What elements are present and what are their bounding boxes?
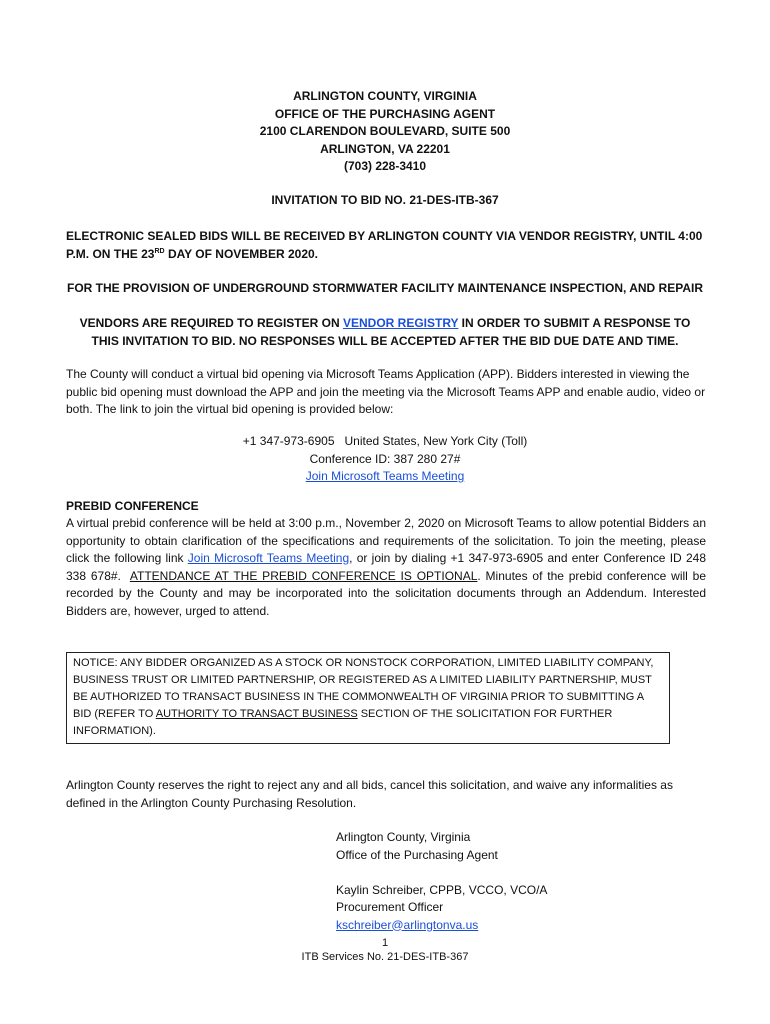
virtual-bid-opening-paragraph: The County will conduct a virtual bid opening via Microsoft Teams Application (APP). Bidders interested in viewing the public bid opening must download the APP and join the meeting via the Microsoft Teams APP and enable audio, video or both. The link to join the virtual bid opening is provided below: (66, 367, 706, 416)
vendor-registry-paragraph (70, 315, 700, 350)
join-teams-meeting-link[interactable]: Join Microsoft Teams Meeting (305, 469, 465, 483)
vendor-text-start: VENDORS ARE REQUIRED TO REGISTER ON (79, 316, 343, 330)
bid-deadline-suffix: RD (154, 247, 165, 255)
page-number: 1 (381, 937, 389, 949)
header-county: ARLINGTON COUNTY, VIRGINIA (293, 89, 477, 103)
conference-phone: +1 347-973-6905 United States, New York City (Toll) (242, 434, 528, 448)
provision-heading: FOR THE PROVISION OF UNDERGROUND STORMWATER FACILITY MAINTENANCE INSPECTION, AND REPAIR (66, 281, 704, 295)
signature-office: Office of the Purchasing Agent (336, 847, 498, 862)
header-office: OFFICE OF THE PURCHASING AGENT (274, 106, 496, 121)
signature-org: Arlington County, Virginia (336, 830, 471, 844)
signature-title: Procurement Officer (336, 900, 444, 914)
vendor-text-end: IN ORDER TO SUBMIT A RESPONSE TO THIS INVITATION TO BID. NO RESPONSES WILL BE ACCEPTED AFTER THE BID DUE DATE AND TIME. (91, 316, 691, 348)
bid-deadline-text-end: DAY OF NOVEMBER 2020. (164, 246, 318, 261)
prebid-paragraph (66, 515, 710, 620)
conference-details (0, 433, 770, 486)
prebid-text-1: A virtual prebid conference will be held at 3:00 p.m., November 2, 2020 on Microsoft Teams to allow potential Bidders an opportunity to obtain clarification of the specifications and requirements of the solicitation. To join the meeting, please click the following link (66, 516, 706, 565)
signature-name: Kaylin Schreiber, CPPB, VCCO, VCO/A (336, 882, 548, 897)
prebid-teams-meeting-link[interactable]: Join Microsoft Teams Meeting (187, 551, 350, 565)
prebid-text-2: , or join by dialing +1 347-973-6905 and enter Conference ID 248 338 678#. (66, 551, 710, 583)
itb-title: INVITATION TO BID NO. 21-DES-ITB-367 (271, 193, 499, 207)
bid-deadline-text: ELECTRONIC SEALED BIDS WILL BE RECEIVED BY ARLINGTON COUNTY VIA VENDOR REGISTRY, UNTIL 4:00 P.M. ON THE 23 (66, 229, 703, 261)
prebid-text-3: . Minutes of the prebid conference will be recorded by the County and may be incorporated into the solicitation documents through an Addendum. Interested Bidders are, however, urged to attend. (66, 568, 706, 618)
header-phone: (703) 228-3410 (343, 159, 427, 173)
header-city: ARLINGTON, VA 22201 (320, 141, 450, 156)
prebid-optional-notice: ATTENDANCE AT THE PREBID CONFERENCE IS OPTIONAL (129, 568, 478, 583)
notice-authority-reference: AUTHORITY TO TRANSACT BUSINESS (155, 708, 358, 720)
letterhead (0, 88, 770, 176)
prebid-heading: PREBID CONFERENCE (66, 499, 199, 513)
signature-email-link[interactable]: kschreiber@arlingtonva.us (336, 917, 479, 932)
bid-deadline-paragraph (66, 228, 706, 263)
footer-doc-id: ITB Services No. 21-DES-ITB-367 (301, 951, 469, 963)
notice-text-start: NOTICE: ANY BIDDER ORGANIZED AS A STOCK OR NONSTOCK CORPORATION, LIMITED LIABILITY COMPANY, BUSINESS TRUST OR LIMITED PARTNERSHIP, OR REGISTERED AS A LIMITED LIABILITY PARTNERSHIP, MUST BE AUTHORIZED TO TRANSACT BUSINESS IN THE COMMONWEALTH OF VIRGINIA PRIOR TO SUBMITTING A BID (REFER TO (73, 657, 654, 720)
signature-block (336, 829, 656, 934)
header-street: 2100 CLARENDON BOULEVARD, SUITE 500 (259, 124, 511, 138)
notice-text-end: SECTION OF THE SOLICITATION FOR FURTHER INFORMATION). (73, 708, 613, 737)
notice-box (66, 652, 670, 744)
vendor-registry-link[interactable]: VENDOR REGISTRY (342, 316, 459, 330)
conference-id: Conference ID: 387 280 27# (309, 451, 461, 466)
reservation-paragraph: Arlington County reserves the right to reject any and all bids, cancel this solicitation, and waive any informalities as defined in the Arlington County Purchasing Resolution. (66, 778, 673, 810)
